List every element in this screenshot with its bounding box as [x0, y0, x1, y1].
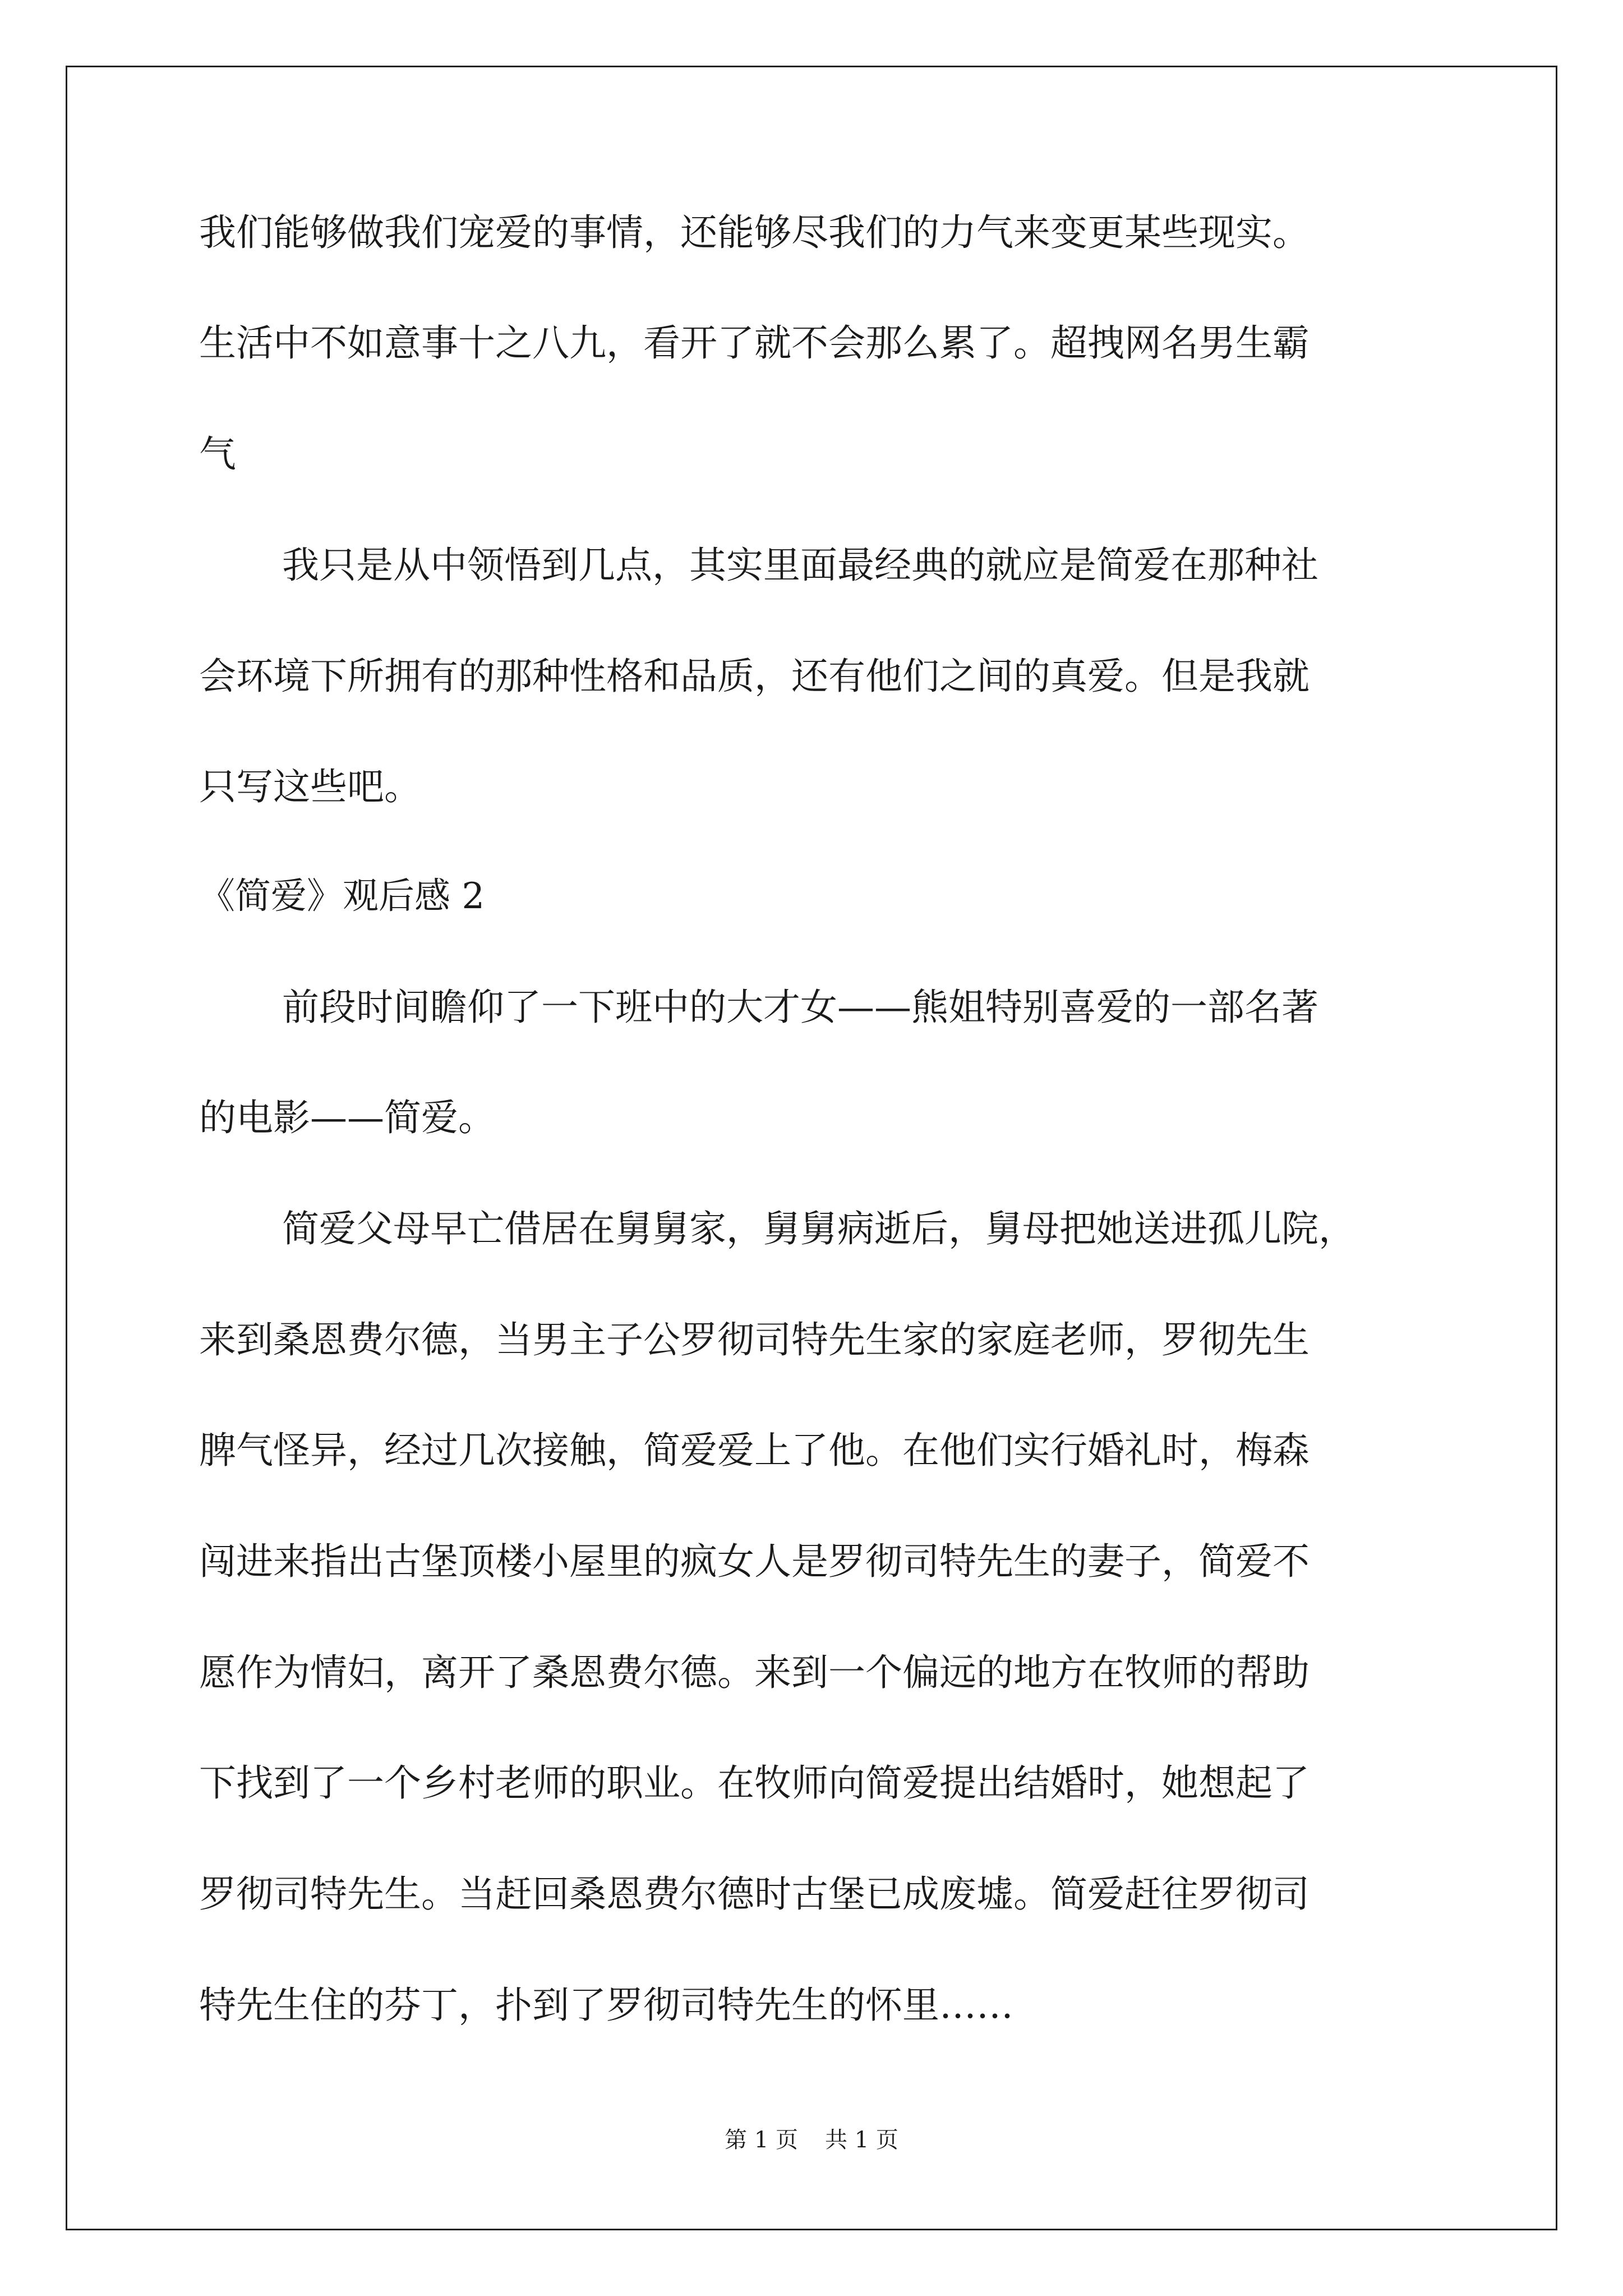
text-line: 我们能够做我们宠爱的事情，还能够尽我们的力气来变更某些现实。: [199, 211, 1310, 254]
page-total: 共 1 页: [825, 2127, 898, 2153]
text-line: 罗彻司特先生。当赶回桑恩费尔德时古堡已成废墟。简爱赶往罗彻司: [199, 1872, 1310, 1916]
text-line: 会环境下所拥有的那种性格和品质，还有他们之间的真爱。但是我就: [199, 655, 1310, 698]
text-line: 特先生住的芬丁，扑到了罗彻司特先生的怀里……: [199, 1984, 1013, 2027]
text-line: 愿作为情妇，离开了桑恩费尔德。来到一个偏远的地方在牧师的帮助: [199, 1651, 1310, 1694]
page-number: 第 1 页: [725, 2127, 798, 2153]
page-footer: [0, 2126, 1623, 2154]
text-line: 只写这些吧。: [199, 765, 421, 808]
text-line: 我只是从中领悟到几点，其实里面最经典的就应是简爱在那种社: [282, 544, 1318, 587]
text-line: 气: [199, 432, 236, 476]
text-line: 生活中不如意事十之八九，看开了就不会那么累了。超拽网名男生霸: [199, 321, 1310, 365]
section-heading: 《简爱》观后感 2: [199, 876, 485, 917]
text-line: 来到桑恩费尔德，当男主子公罗彻司特先生家的家庭老师，罗彻先生: [199, 1318, 1310, 1361]
text-line: 脾气怪异，经过几次接触，简爱爱上了他。在他们实行婚礼时，梅森: [199, 1429, 1310, 1472]
text-line: 前段时间瞻仰了一下班中的大才女——熊姐特别喜爱的一部名著: [282, 986, 1318, 1029]
text-line: 下找到了一个乡村老师的职业。在牧师向简爱提出结婚时，她想起了: [199, 1761, 1310, 1805]
text-line: 闯进来指出古堡顶楼小屋里的疯女人是罗彻司特先生的妻子，简爱不: [199, 1540, 1310, 1583]
text-line: 的电影——简爱。: [199, 1096, 495, 1139]
text-line: 简爱父母早亡借居在舅舅家，舅舅病逝后，舅母把她送进孤儿院，: [282, 1207, 1355, 1250]
